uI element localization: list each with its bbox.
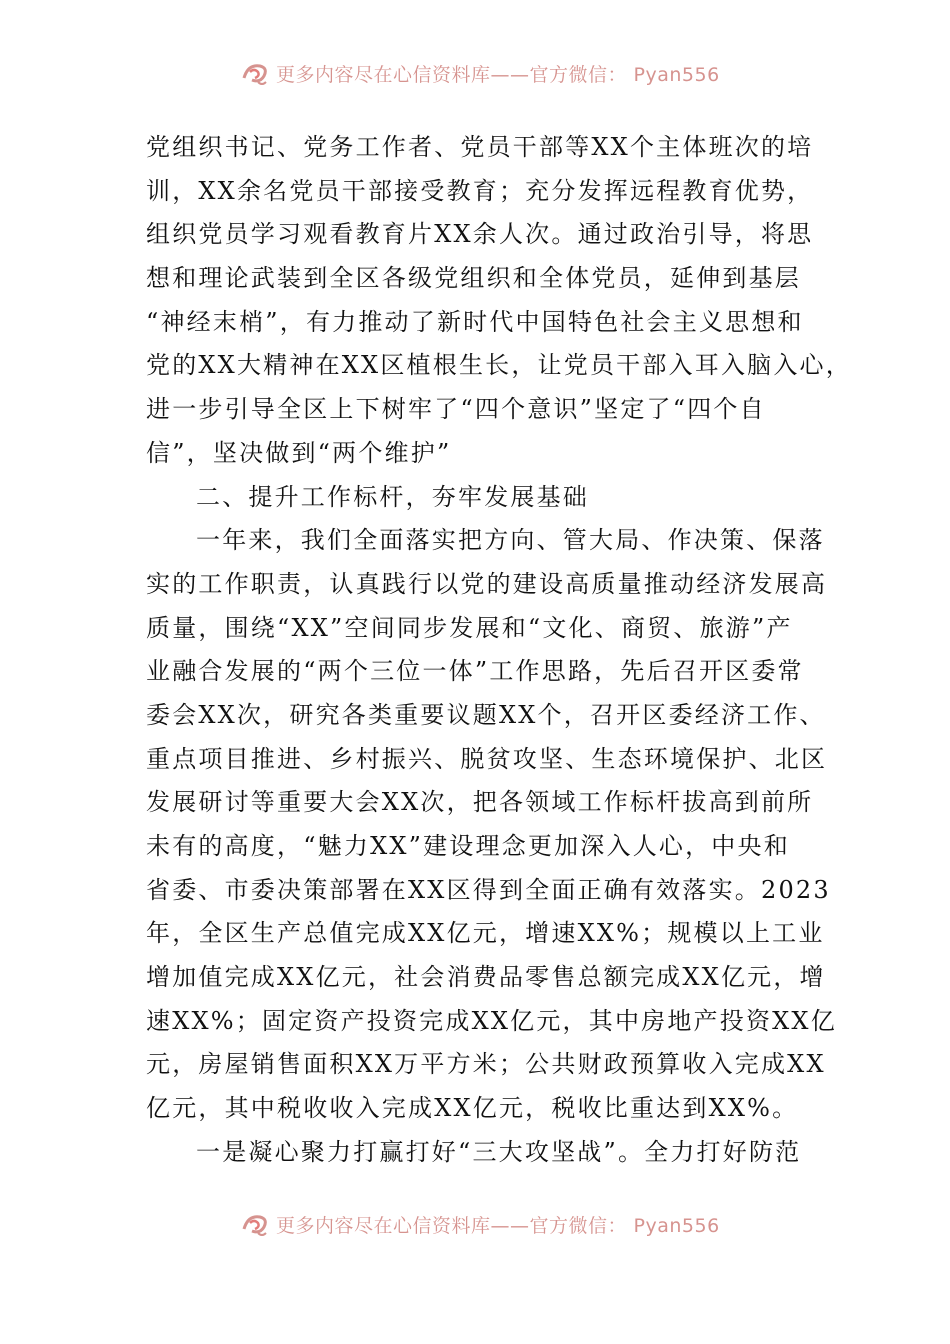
text-line: 年，全区生产总值完成XX亿元，增速XX%；规模以上工业	[146, 919, 825, 948]
text-line: 想和理论武装到全区各级党组织和全体党员，延伸到基层	[146, 264, 801, 293]
text-line: 组织党员学习观看教育片XX余人次。通过政治引导，将思	[146, 220, 814, 249]
text-line: 发展研讨等重要大会XX次，把各领域工作标杆拔高到前所	[146, 788, 814, 817]
text-line: 一年来，我们全面落实把方向、管大局、作决策、保落	[196, 526, 825, 555]
text-line: 重点项目推进、乡村振兴、脱贫攻坚、生态环境保护、北区	[146, 744, 828, 773]
text-line: 训，XX余名党员干部接受教育；充分发挥远程教育优势，	[146, 176, 814, 205]
footer-watermark	[240, 1207, 720, 1241]
document-body	[146, 126, 852, 1175]
text-line: 一是凝心聚力打赢打好“三大攻坚战”。全力打好防范	[196, 1137, 802, 1166]
text-line: 速XX%；固定资产投资完成XX亿元，其中房地产投资XX亿	[146, 1006, 837, 1035]
text-line: 信”，坚决做到“两个维护”	[146, 438, 452, 467]
swirl-logo-icon	[240, 1209, 270, 1239]
text-line: 实的工作职责，认真践行以党的建设高质量推动经济发展高	[146, 569, 828, 598]
text-line: 二、提升工作标杆，夯牢发展基础	[196, 482, 589, 511]
text-line: 进一步引导全区上下树牢了“四个意识”坚定了“四个自	[146, 395, 766, 424]
swirl-logo-icon	[240, 58, 270, 88]
text-line: “神经末梢”，有力推动了新时代中国特色社会主义思想和	[146, 307, 804, 336]
text-line: 党组织书记、党务工作者、党员干部等XX个主体班次的培	[146, 133, 814, 161]
text-line: 亿元，其中税收收入完成XX亿元，税收比重达到XX%。	[146, 1094, 799, 1123]
text-line: 质量，围绕“XX”空间同步发展和“文化、商贸、旅游”产	[146, 613, 793, 642]
header-watermark	[240, 56, 720, 90]
watermark-text: 更多内容尽在心信资料库——官方微信： Pyan556	[276, 1214, 720, 1237]
text-line: 业融合发展的“两个三位一体”工作思路，先后召开区委常	[146, 657, 804, 686]
text-line: 元，房屋销售面积XX万平方米；公共财政预算收入完成XX	[146, 1050, 826, 1079]
text-line: 未有的高度，“魅力XX”建设理念更加深入人心，中央和	[146, 832, 790, 860]
text-line: 省委、市委决策部署在XX区得到全面正确有效落实。2023	[146, 875, 831, 904]
text-line: 党的XX大精神在XX区植根生长，让党员干部入耳入脑入心，	[146, 351, 852, 380]
watermark-text: 更多内容尽在心信资料库——官方微信： Pyan556	[276, 63, 720, 86]
text-line: 增加值完成XX亿元，社会消费品零售总额完成XX亿元，增	[146, 963, 826, 992]
text-line: 委会XX次，研究各类重要议题XX个，召开区委经济工作、	[146, 700, 826, 729]
